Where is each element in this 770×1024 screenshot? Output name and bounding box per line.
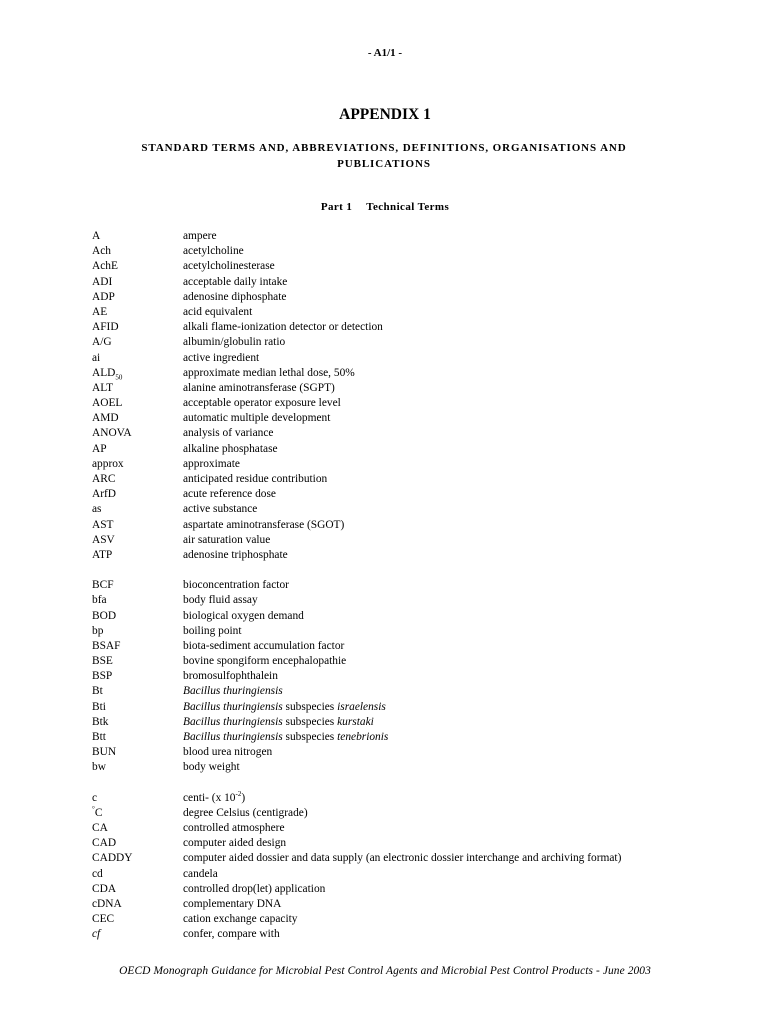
term-definition	[183, 366, 355, 381]
term-row	[92, 290, 712, 305]
abbreviation-text: Bti	[92, 700, 106, 713]
term-row	[92, 335, 712, 350]
definition-part: anticipated residue contribution	[183, 473, 328, 485]
term-abbreviation	[92, 426, 183, 441]
term-definition	[183, 700, 386, 715]
term-row	[92, 760, 712, 775]
definition-part: tenebrionis	[337, 731, 389, 743]
term-abbreviation	[92, 927, 183, 942]
term-definition	[183, 426, 273, 441]
technical-terms-list	[92, 229, 712, 957]
abbreviation-text: bfa	[92, 594, 107, 607]
abbreviation-text: CA	[92, 821, 108, 834]
definition-part: kurstaki	[337, 715, 374, 728]
abbreviation-text: bw	[92, 761, 106, 774]
definition-part: acceptable operator exposure level	[183, 397, 341, 410]
term-row	[92, 821, 712, 836]
term-row	[92, 457, 712, 472]
abbreviation-text: Btk	[92, 715, 109, 728]
term-definition	[183, 411, 330, 426]
term-abbreviation	[92, 745, 183, 760]
term-row	[92, 593, 712, 608]
term-row	[92, 305, 712, 320]
term-abbreviation	[92, 320, 183, 335]
term-definition	[183, 715, 374, 730]
definition-part: computer aided dossier and data supply (an electronic dossier interchange and archiving format)	[183, 852, 622, 865]
abbreviation-text: C	[94, 806, 103, 819]
term-abbreviation	[92, 912, 183, 927]
definition-part: israelensis	[337, 700, 386, 713]
term-row	[92, 487, 712, 502]
term-row	[92, 745, 712, 760]
abbreviation-text: AE	[92, 305, 108, 318]
term-definition	[183, 259, 275, 274]
term-row	[92, 548, 712, 563]
term-abbreviation	[92, 533, 183, 548]
term-definition	[183, 578, 289, 593]
term-definition	[183, 290, 286, 305]
term-abbreviation	[92, 867, 183, 882]
definition-part: acetylcholinesterase	[183, 260, 275, 273]
definition-part: acetylcholine	[183, 245, 244, 258]
term-definition	[183, 396, 341, 411]
term-abbreviation	[92, 229, 183, 244]
abbreviation-text: Ach	[92, 245, 111, 258]
term-row	[92, 411, 712, 426]
term-definition	[183, 487, 276, 502]
abbreviation-text: BCF	[92, 579, 114, 592]
definition-part: Bacillus thuringiensis	[183, 700, 283, 713]
definition-part: approximate	[183, 457, 240, 470]
abbreviation-text: ATP	[92, 548, 113, 561]
term-abbreviation	[92, 305, 183, 320]
abbreviation-text: BOD	[92, 609, 117, 622]
term-definition	[183, 821, 285, 836]
term-row	[92, 502, 712, 517]
part-heading	[0, 201, 770, 213]
term-definition	[183, 548, 288, 563]
term-row	[92, 624, 712, 639]
term-abbreviation	[92, 548, 183, 563]
term-row	[92, 715, 712, 730]
term-abbreviation	[92, 851, 183, 866]
definition-part: biota-sediment accumulation factor	[183, 639, 345, 652]
definition-part: subspecies	[282, 700, 338, 713]
term-row	[92, 639, 712, 654]
definition-part: Bacillus thuringiensis	[183, 685, 283, 698]
term-definition	[183, 305, 252, 320]
definition-part: albumin/globulin ratio	[183, 336, 286, 349]
abbreviation-text: CADDY	[92, 852, 133, 865]
term-abbreviation	[92, 351, 183, 366]
definition-part: )	[241, 791, 246, 804]
term-abbreviation	[92, 715, 183, 730]
term-row	[92, 320, 712, 335]
term-row	[92, 259, 712, 274]
term-abbreviation	[92, 836, 183, 851]
term-definition	[183, 684, 283, 699]
definition-part: ampere	[183, 230, 217, 242]
abbreviation-text: ALD	[92, 366, 116, 379]
term-definition	[183, 806, 308, 821]
term-row	[92, 730, 712, 745]
abbreviation-text: Bt	[92, 685, 103, 698]
term-abbreviation	[92, 730, 183, 745]
term-definition	[183, 335, 285, 350]
term-definition	[183, 760, 240, 775]
term-definition	[183, 654, 346, 669]
page-footer: OECD Monograph Guidance for Microbial Pest Control Agents and Microbial Pest Control Products - June 2003	[119, 965, 651, 977]
term-abbreviation	[92, 821, 183, 836]
definition-part: body weight	[183, 761, 240, 774]
term-abbreviation	[92, 381, 183, 396]
term-definition	[183, 275, 287, 290]
term-row	[92, 912, 712, 927]
definition-part: adenosine diphosphate	[183, 290, 287, 303]
abbreviation-text: ASV	[92, 533, 115, 546]
term-abbreviation	[92, 897, 183, 912]
definition-part: subspecies	[282, 715, 338, 728]
term-abbreviation	[92, 882, 183, 897]
term-abbreviation	[92, 502, 183, 517]
definition-part: bromosulfophthalein	[183, 670, 278, 683]
term-row	[92, 700, 712, 715]
term-row	[92, 533, 712, 548]
term-definition	[183, 244, 244, 259]
abbreviation-text: ADP	[92, 290, 115, 303]
definition-part: Bacillus thuringiensis	[183, 715, 283, 728]
term-definition	[183, 882, 325, 897]
term-row	[92, 806, 712, 821]
definition-part: candela	[183, 867, 218, 880]
definition-part: degree Celsius (centigrade)	[183, 806, 308, 819]
definition-part: active substance	[183, 503, 258, 516]
definition-part: biological oxygen demand	[183, 609, 304, 622]
abbreviation-text: BUN	[92, 746, 117, 759]
abbreviation-text: cf	[92, 928, 101, 941]
term-abbreviation	[92, 411, 183, 426]
abbreviation-text: A/G	[92, 336, 112, 349]
term-row	[92, 426, 712, 441]
term-definition	[183, 791, 245, 806]
term-definition	[183, 442, 278, 457]
definition-part: blood urea nitrogen	[183, 746, 273, 759]
abbreviation-text: CEC	[92, 913, 115, 926]
abbreviation-text: ARC	[92, 473, 116, 485]
definition-part: -2	[235, 789, 242, 798]
appendix-title: APPENDIX 1	[339, 106, 431, 123]
term-definition	[183, 472, 327, 487]
term-row	[92, 851, 712, 866]
term-definition	[183, 593, 258, 608]
term-definition	[183, 502, 257, 517]
term-row	[92, 366, 712, 381]
term-definition	[183, 533, 270, 548]
definition-part: confer, compare with	[183, 928, 280, 941]
term-row	[92, 578, 712, 593]
term-abbreviation	[92, 335, 183, 350]
term-row	[92, 684, 712, 699]
term-row	[92, 472, 712, 487]
definition-part: acceptable daily intake	[183, 275, 288, 288]
definition-part: alanine aminotransferase (SGPT)	[183, 381, 335, 394]
term-abbreviation	[92, 578, 183, 593]
term-definition	[183, 897, 281, 912]
abbreviation-text: approx	[92, 457, 124, 470]
term-definition	[183, 229, 217, 244]
term-abbreviation	[92, 396, 183, 411]
definition-part: body fluid assay	[183, 594, 258, 607]
term-abbreviation	[92, 760, 183, 775]
abbreviation-text: c	[92, 791, 98, 804]
abbreviation-text: ADI	[92, 275, 113, 288]
term-abbreviation	[92, 259, 183, 274]
abbreviation-text: cd	[92, 867, 103, 880]
term-abbreviation	[92, 472, 183, 487]
term-abbreviation	[92, 624, 183, 639]
abbreviation-text: CDA	[92, 882, 117, 895]
term-definition	[183, 730, 388, 745]
term-row	[92, 882, 712, 897]
term-abbreviation	[92, 684, 183, 699]
term-row	[92, 669, 712, 684]
abbreviation-text: BSAF	[92, 639, 121, 652]
term-definition	[183, 351, 259, 366]
page-number: - A1/1 -	[367, 47, 403, 59]
definition-part: bioconcentration factor	[183, 579, 289, 592]
term-row	[92, 867, 712, 882]
definition-part: alkali flame-ionization detector or detection	[183, 321, 383, 334]
abbreviation-text: BSP	[92, 670, 113, 683]
term-row	[92, 518, 712, 533]
term-definition	[183, 639, 344, 654]
definition-part: air saturation value	[183, 533, 271, 546]
term-abbreviation	[92, 593, 183, 608]
abbreviation-text: Btt	[92, 731, 106, 743]
abbreviation-text: BSE	[92, 655, 113, 668]
definition-part: acid equivalent	[183, 305, 253, 318]
term-definition	[183, 669, 278, 684]
term-row	[92, 351, 712, 366]
abbreviation-text: AP	[92, 442, 107, 455]
definition-part: analysis of variance	[183, 427, 274, 440]
term-definition	[183, 912, 297, 927]
term-row	[92, 381, 712, 396]
document-subtitle: STANDARD TERMS AND, ABBREVIATIONS, DEFINITIONS, ORGANISATIONS AND PUBLICATIONS	[141, 142, 627, 170]
abbreviation-text: AchE	[92, 260, 118, 273]
term-row	[92, 244, 712, 259]
term-definition	[183, 927, 280, 942]
definition-part: alkaline phosphatase	[183, 442, 278, 455]
term-row	[92, 897, 712, 912]
definition-part: computer aided design	[183, 837, 287, 850]
term-row	[92, 791, 712, 806]
term-row	[92, 275, 712, 290]
term-definition	[183, 518, 344, 533]
term-row	[92, 836, 712, 851]
abbreviation-text: ai	[92, 351, 101, 364]
abbreviation-text: cDNA	[92, 897, 122, 910]
term-abbreviation	[92, 669, 183, 684]
term-row	[92, 927, 712, 942]
term-definition	[183, 745, 272, 760]
definition-part: approximate median lethal dose, 50%	[183, 366, 355, 379]
abbreviation-subscript: 50	[115, 372, 123, 381]
term-row	[92, 229, 712, 244]
term-group	[92, 229, 712, 563]
abbreviation-text: AMD	[92, 412, 119, 425]
term-abbreviation	[92, 609, 183, 624]
abbreviation-text: CAD	[92, 837, 117, 850]
part-title: Technical Terms	[366, 201, 450, 213]
abbreviation-text: ANOVA	[92, 427, 132, 440]
term-abbreviation	[92, 487, 183, 502]
term-definition	[183, 851, 621, 866]
abbreviation-text: AFID	[92, 321, 119, 334]
term-abbreviation	[92, 518, 183, 533]
abbreviation-text: bp	[92, 624, 104, 637]
definition-part: aspartate aminotransferase (SGOT)	[183, 518, 345, 531]
definition-part: acute reference dose	[183, 488, 276, 501]
definition-part: cation exchange capacity	[183, 913, 298, 926]
term-definition	[183, 381, 335, 396]
term-abbreviation	[92, 700, 183, 715]
term-definition	[183, 867, 218, 882]
definition-part: boiling point	[183, 624, 242, 637]
definition-part: adenosine triphosphate	[183, 548, 288, 561]
term-abbreviation	[92, 639, 183, 654]
definition-part: automatic multiple development	[183, 412, 331, 425]
abbreviation-text: ALT	[92, 381, 114, 394]
term-row	[92, 442, 712, 457]
definition-part: Bacillus thuringiensis	[183, 731, 283, 743]
term-definition	[183, 836, 286, 851]
term-row	[92, 396, 712, 411]
term-abbreviation	[92, 806, 183, 821]
term-definition	[183, 624, 242, 639]
term-abbreviation	[92, 244, 183, 259]
definition-part: centi- (x 10	[183, 791, 236, 804]
term-row	[92, 609, 712, 624]
definition-part: controlled atmosphere	[183, 821, 285, 834]
definition-part: complementary DNA	[183, 897, 282, 910]
term-definition	[183, 457, 240, 472]
term-definition	[183, 609, 304, 624]
abbreviation-superscript: °	[92, 804, 95, 813]
term-abbreviation	[92, 290, 183, 305]
term-abbreviation	[92, 275, 183, 290]
term-abbreviation	[92, 442, 183, 457]
abbreviation-text: ArfD	[92, 488, 117, 501]
term-definition	[183, 320, 383, 335]
term-group	[92, 791, 712, 943]
term-abbreviation	[92, 457, 183, 472]
definition-part: active ingredient	[183, 351, 260, 364]
term-abbreviation	[92, 366, 183, 381]
definition-part: subspecies	[282, 731, 338, 743]
abbreviation-text: as	[92, 503, 102, 516]
term-row	[92, 654, 712, 669]
term-group	[92, 578, 712, 775]
term-abbreviation	[92, 654, 183, 669]
abbreviation-text: AOEL	[92, 397, 123, 410]
term-abbreviation	[92, 791, 183, 806]
definition-part: bovine spongiform encephalopathie	[183, 655, 347, 668]
part-label: Part 1	[320, 201, 353, 213]
abbreviation-text: A	[92, 230, 101, 242]
definition-part: controlled drop(let) application	[183, 882, 326, 895]
abbreviation-text: AST	[92, 518, 114, 531]
